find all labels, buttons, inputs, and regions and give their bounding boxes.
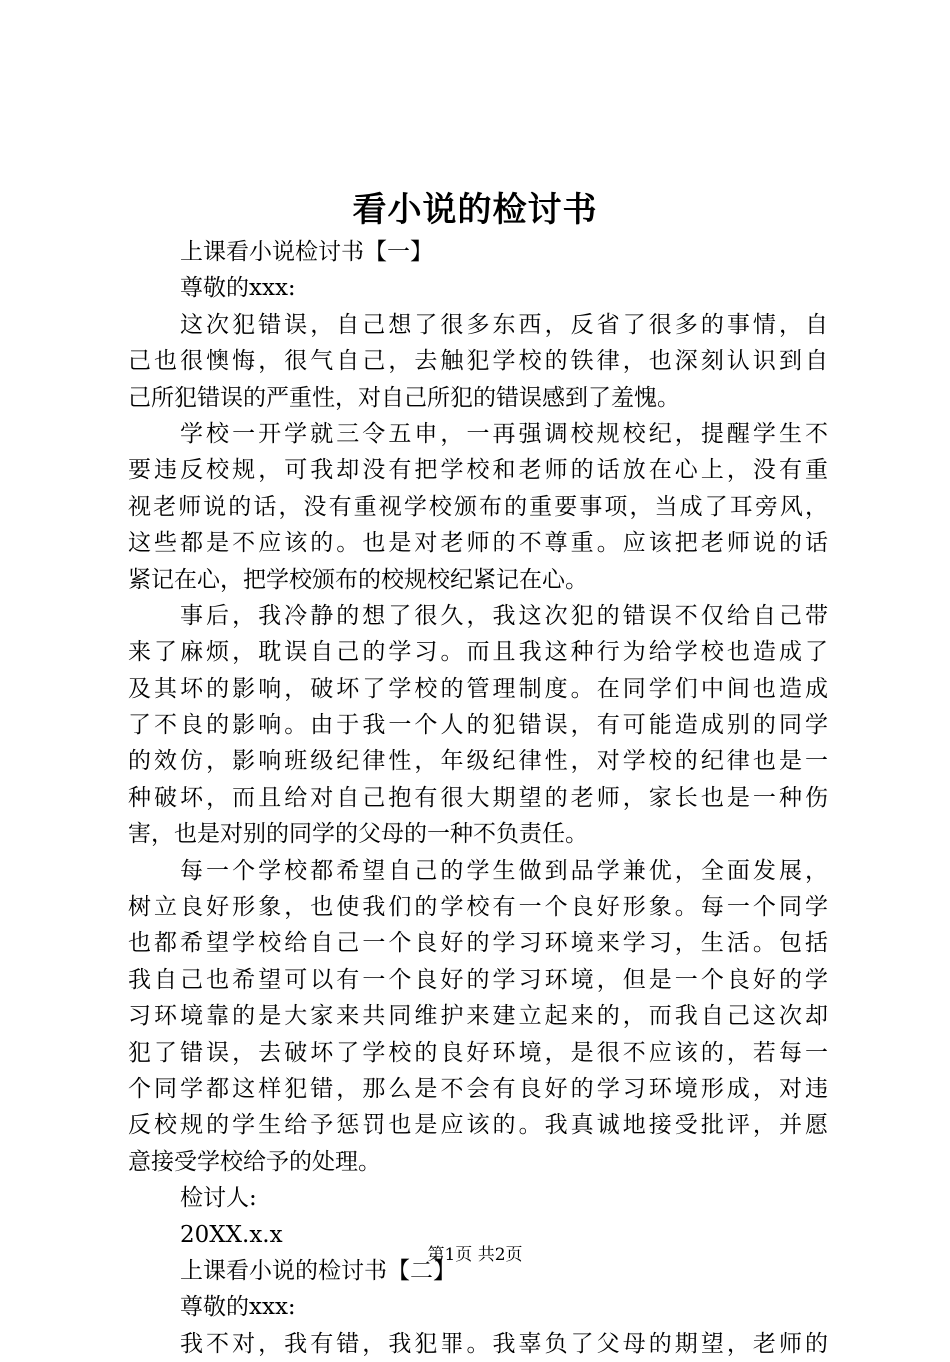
paragraph-line: 我自己也希望可以有一个良好的学习环境，但是一个良好的学 [128, 966, 828, 993]
paragraph-line: 意接受学校给予的处理。 [128, 1148, 381, 1175]
paragraph-line: 反校规的学生给予惩罚也是应该的。我真诚地接受批评，并愿 [128, 1112, 828, 1139]
paragraph-line: 了不良的影响。由于我一个人的犯错误，有可能造成别的同学 [128, 712, 828, 739]
paragraph-line: 及其坏的影响，破坏了学校的管理制度。在同学们中间也造成 [128, 675, 828, 702]
paragraph-line: 要违反校规，可我却没有把学校和老师的话放在心上，没有重 [128, 457, 828, 484]
paragraph-line: 20XX.x.x [180, 1221, 283, 1248]
paragraph-line: 己所犯错误的严重性，对自己所犯的错误感到了羞愧。 [128, 384, 680, 411]
paragraph-line: 犯了错误，去破坏了学校的良好环境，是很不应该的，若每一 [128, 1039, 828, 1066]
paragraph-line: 紧记在心，把学校颁布的校规校纪紧记在心。 [128, 566, 588, 593]
paragraph-line: 视老师说的话，没有重视学校颁布的重要事项，当成了耳旁风， [128, 493, 828, 520]
paragraph-line: 树立良好形象，也使我们的学校有一个良好形象。每一个同学 [128, 894, 828, 921]
paragraph-line: 尊敬的xxx: [180, 1294, 296, 1321]
paragraph-line: 事后，我冷静的想了很久，我这次犯的错误不仅给自己带 [180, 602, 828, 629]
paragraph-line: 也都希望学校给自己一个良好的学习环境来学习，生活。包括 [128, 930, 828, 957]
paragraph-line: 这次犯错误，自己想了很多东西，反省了很多的事情，自 [180, 311, 828, 338]
paragraph-line: 害，也是对别的同学的父母的一种不负责任。 [128, 821, 588, 848]
paragraph-line: 己也很懊悔，很气自己，去触犯学校的铁律，也深刻认识到自 [128, 348, 828, 375]
paragraph-line: 上课看小说的检讨书【二】 [180, 1257, 456, 1284]
paragraph-line: 来了麻烦，耽误自己的学习。而且我这种行为给学校也造成了 [128, 639, 828, 666]
paragraph-line: 这些都是不应该的。也是对老师的不尊重。应该把老师说的话 [128, 530, 828, 557]
paragraph-line: 的效仿，影响班级纪律性，年级纪律性，对学校的纪律也是一 [128, 748, 828, 775]
document-body [128, 234, 828, 1362]
paragraph-line: 上课看小说检讨书【一】 [180, 239, 433, 265]
paragraph-line: 个同学都这样犯错，那么是不会有良好的学习环境形成，对违 [128, 1075, 828, 1102]
paragraph-line: 习环境靠的是大家来共同维护来建立起来的，而我自己这次却 [128, 1003, 828, 1030]
page-footer: 第1页 共2页 [427, 1245, 523, 1265]
document-title: 看小说的检讨书 [352, 190, 598, 230]
paragraph-line: 检讨人: [180, 1185, 257, 1212]
paragraph-line: 我不对，我有错，我犯罪。我辜负了父母的期望，老师的 [180, 1330, 828, 1357]
paragraph-line: 学校一开学就三令五申，一再强调校规校纪，提醒学生不 [180, 420, 828, 447]
paragraph-line: 种破坏，而且给对自己抱有很大期望的老师，家长也是一种伤 [128, 784, 828, 811]
paragraph-line: 尊敬的xxx: [180, 275, 296, 302]
paragraph-line: 每一个学校都希望自己的学生做到品学兼优，全面发展， [180, 857, 828, 884]
